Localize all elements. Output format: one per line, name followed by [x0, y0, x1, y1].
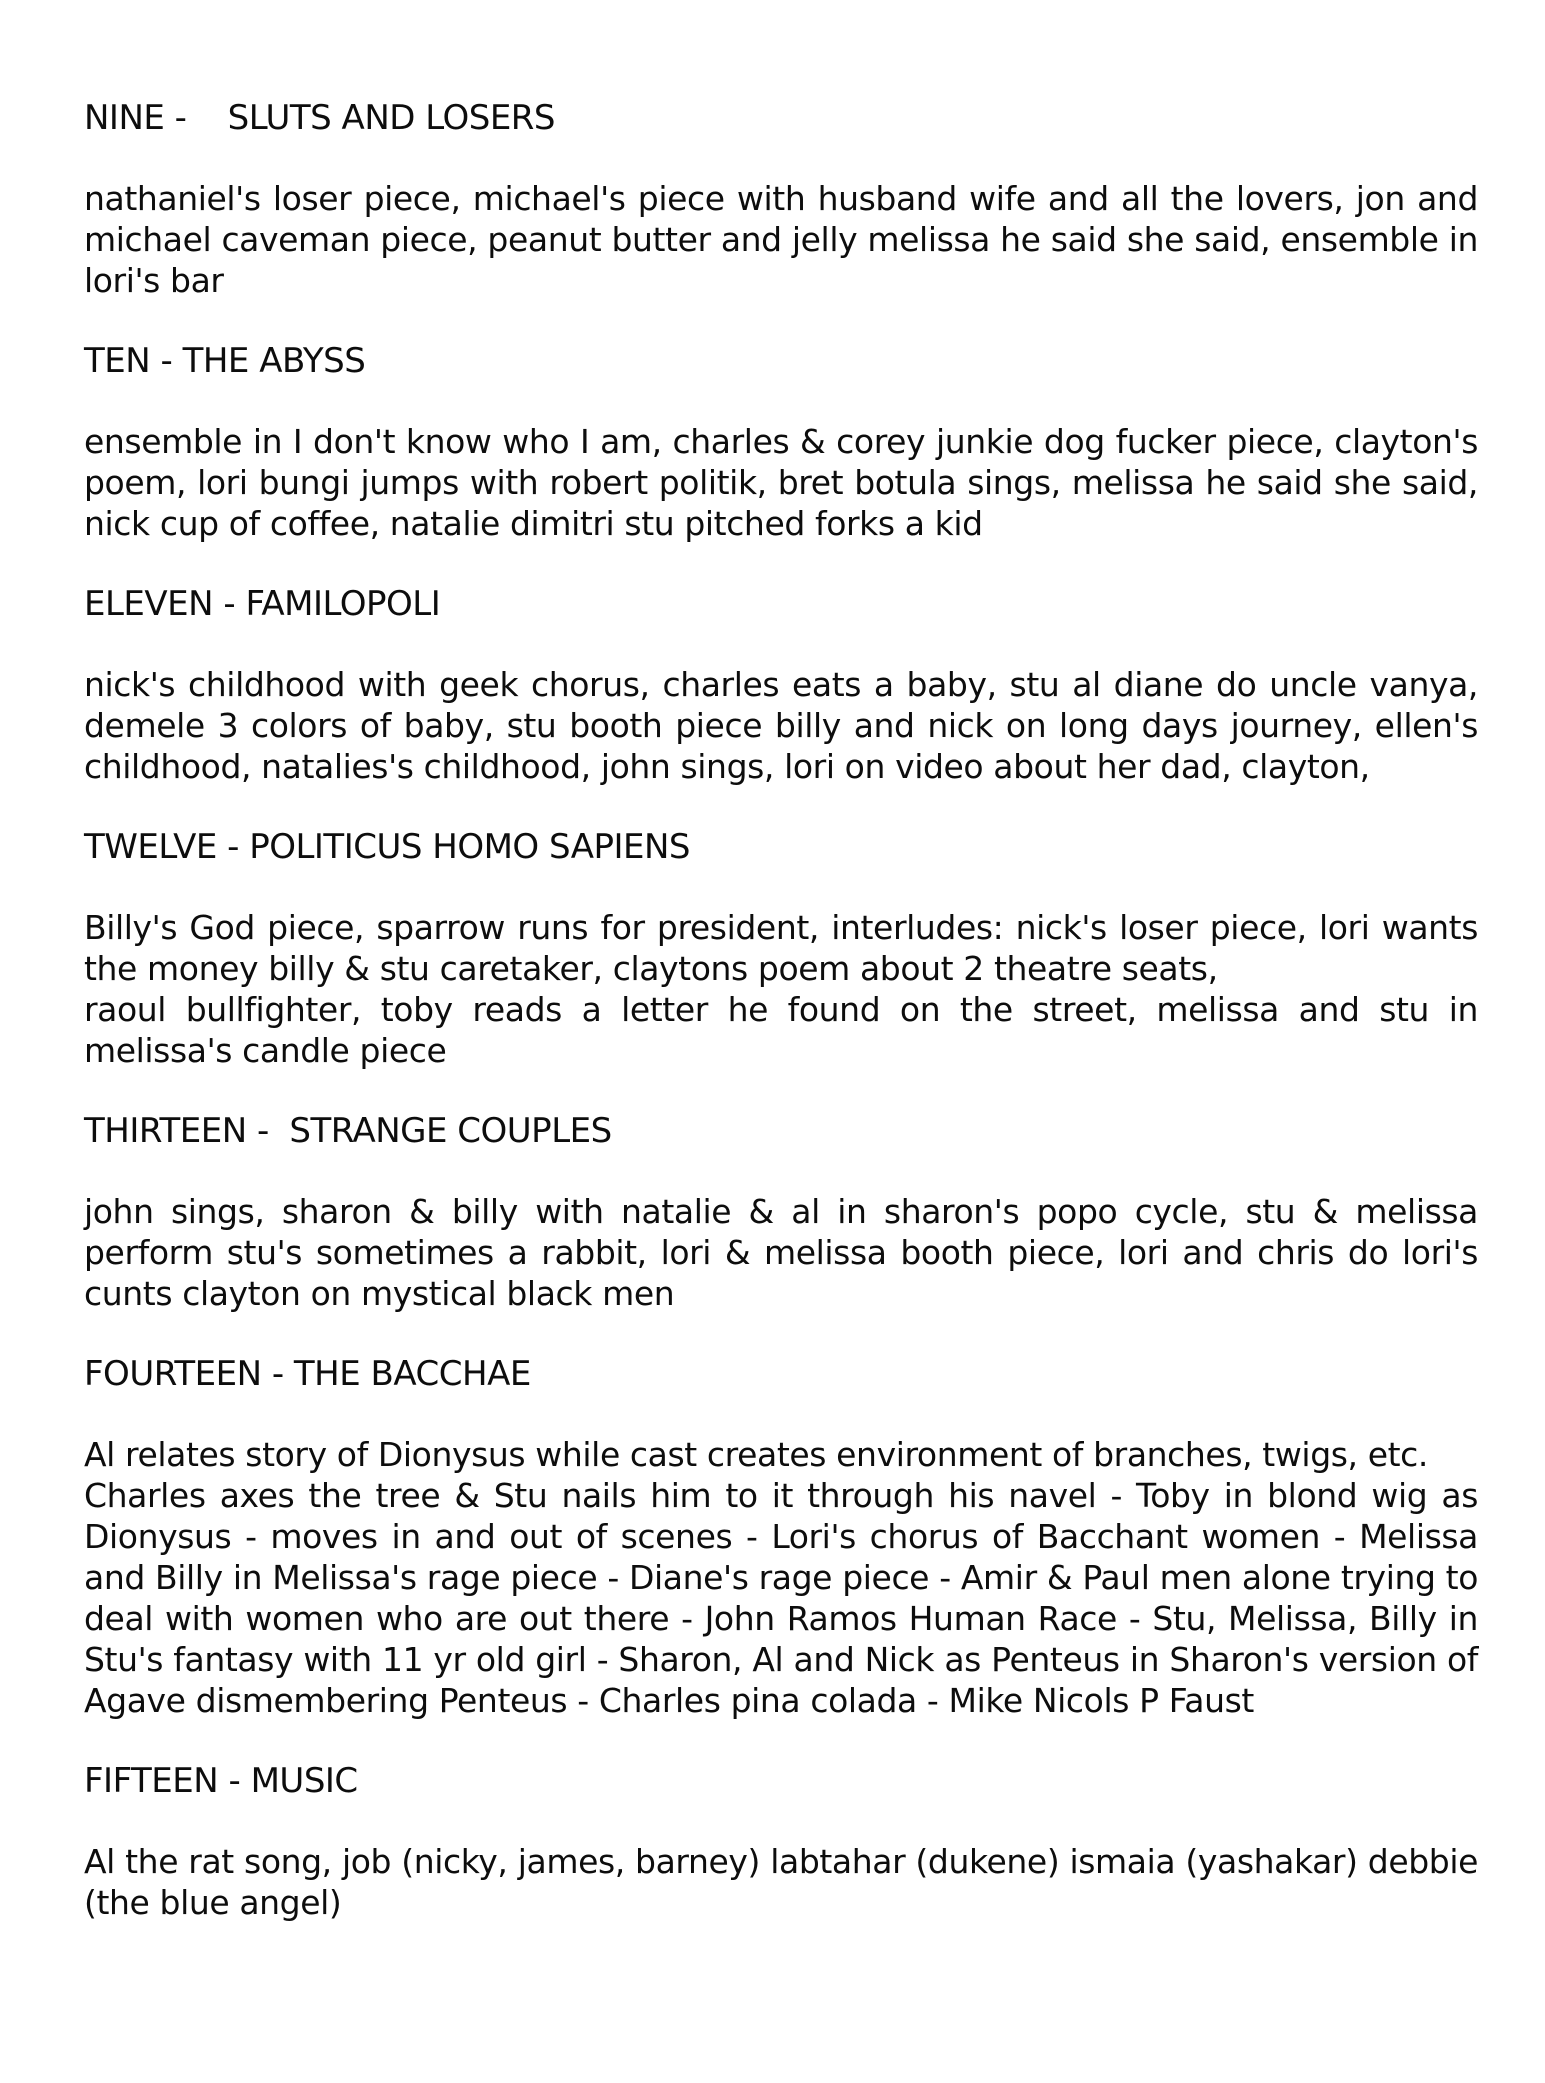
section-ten — [84, 341, 1478, 544]
section-thirteen — [84, 1111, 1478, 1314]
section-body: Al the rat song, job (nicky, james, barney) labtahar (dukene) ismaia (yashakar) debbie (the blue angel) — [84, 1842, 1478, 1922]
section-heading: TEN - THE ABYSS — [84, 341, 366, 381]
section-heading: THIRTEEN - STRANGE COUPLES — [84, 1111, 612, 1151]
section-twelve — [84, 827, 1478, 1071]
section-fifteen — [84, 1761, 1478, 1923]
section-heading: FOURTEEN - THE BACCHAE — [84, 1354, 531, 1394]
section-heading: ELEVEN - FAMILOPOLI — [84, 584, 441, 624]
section-body: Al relates story of Dionysus while cast creates environment of branches, twigs, etc. Charles axes the tree & Stu nails him to it through his navel - Toby in blond wig as Dionysus - moves in and out of scenes - Lori's chorus of Bacchant women - Melissa and Billy in Melissa's rage piece - Diane's rage piece - Amir & Paul men alone trying to deal with women who are out there - John Ramos Human Race - Stu, Melissa, Billy in Stu's fantasy with 11 yr old girl - Sharon, Al and Nick as Penteus in Sharon's version of Agave dismembering Penteus - Charles pina colada - Mike Nicols P Faust — [84, 1435, 1478, 1720]
section-heading: NINE - SLUTS AND LOSERS — [84, 98, 556, 138]
section-body: Billy's God piece, sparrow runs for president, interludes: nick's loser piece, lori wants the money billy & stu caretaker, claytons poem about 2 theatre seats, raoul bullfighter, toby reads a letter he found on the street, melissa and stu in melissa's candle piece — [84, 908, 1478, 1070]
section-body: john sings, sharon & billy with natalie & al in sharon's popo cycle, stu & melissa perform stu's sometimes a rabbit, lori & melissa booth piece, lori and chris do lori's cunts clayton on mystical black men — [84, 1192, 1478, 1313]
section-eleven — [84, 584, 1478, 787]
section-nine — [84, 98, 1478, 301]
section-body: ensemble in I don't know who I am, charles & corey junkie dog fucker piece, clayton's poem, lori bungi jumps with robert politik, bret botula sings, melissa he said she said, nick cup of coffee, natalie dimitri stu pitched forks a kid — [84, 422, 1478, 543]
section-heading: TWELVE - POLITICUS HOMO SAPIENS — [84, 827, 690, 867]
section-body: nathaniel's loser piece, michael's piece with husband wife and all the lovers, jon and michael caveman piece, peanut butter and jelly melissa he said she said, ensemble in lori's bar — [84, 179, 1478, 300]
section-fourteen — [84, 1354, 1478, 1721]
section-heading: FIFTEEN - MUSIC — [84, 1761, 358, 1801]
document-page — [84, 98, 1478, 1963]
section-body: nick's childhood with geek chorus, charles eats a baby, stu al diane do uncle vanya, demele 3 colors of baby, stu booth piece billy and nick on long days journey, ellen's childhood, natalies's childhood, john sings, lori on video about her dad, clayton, — [84, 665, 1478, 786]
